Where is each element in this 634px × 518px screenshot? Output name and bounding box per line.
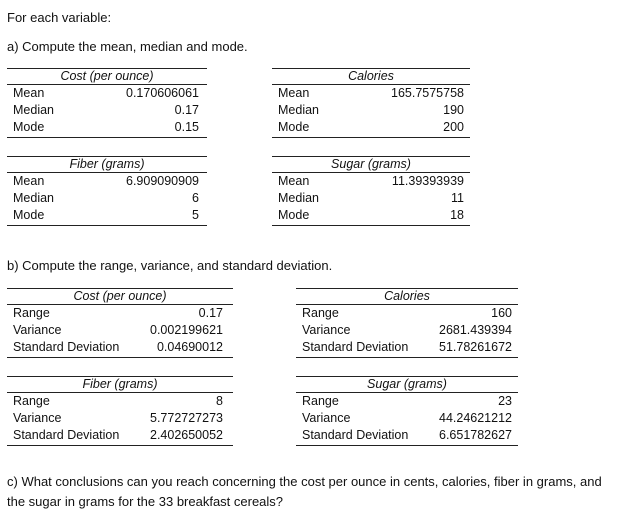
- row-label: Mode: [13, 120, 45, 134]
- row-value: 6.909090909: [126, 174, 199, 188]
- table-b-sugar: [296, 377, 518, 445]
- row-label: Standard Deviation: [13, 428, 120, 442]
- table-title: Cost (per ounce): [7, 69, 207, 85]
- row-label: Variance: [302, 411, 351, 425]
- row-value: 8: [216, 394, 223, 408]
- row-label: Mean: [278, 86, 310, 100]
- row-label: Standard Deviation: [302, 428, 409, 442]
- table-a-cost: [7, 69, 207, 137]
- row-value: 0.17: [174, 103, 199, 117]
- row-label: Mode: [278, 120, 310, 134]
- table-title: Cost (per ounce): [7, 289, 233, 305]
- row-label: Median: [278, 103, 319, 117]
- row-value: 5: [192, 208, 199, 222]
- row-value: 200: [443, 120, 464, 134]
- row-label: Variance: [13, 323, 62, 337]
- row-value: 5.772727273: [150, 411, 223, 425]
- table-b-cost: [7, 289, 233, 357]
- row-value: 11: [451, 191, 464, 205]
- table-title: Sugar (grams): [296, 377, 518, 393]
- row-label: Mean: [13, 86, 45, 100]
- row-label: Range: [13, 394, 50, 408]
- row-value: 11.39393939: [391, 174, 464, 188]
- row-value: 23: [498, 394, 512, 408]
- row-value: 0.17: [198, 306, 223, 320]
- row-value: 6: [192, 191, 199, 205]
- row-label: Mean: [13, 174, 45, 188]
- row-label: Median: [13, 103, 54, 117]
- part-c-line-2: the sugar in grams for the 33 breakfast cereals?: [7, 494, 284, 509]
- row-label: Standard Deviation: [13, 340, 120, 354]
- row-value: 2.402650052: [150, 428, 223, 442]
- row-label: Range: [302, 394, 339, 408]
- part-c-line-1: c) What conclusions can you reach concerning the cost per ounce in cents, calories, fiber in grams, and: [7, 474, 602, 489]
- row-value: 18: [450, 208, 464, 222]
- row-value: 165.7575758: [391, 86, 464, 100]
- table-title: Fiber (grams): [7, 157, 207, 173]
- row-value: 51.78261672: [439, 340, 512, 354]
- row-label: Standard Deviation: [302, 340, 409, 354]
- row-label: Variance: [13, 411, 62, 425]
- part-a-heading: a) Compute the mean, median and mode.: [7, 39, 248, 54]
- row-value: 2681.439394: [439, 323, 512, 337]
- row-value: 44.24621212: [439, 411, 512, 425]
- row-value: 160: [491, 306, 512, 320]
- row-value: 0.15: [174, 120, 199, 134]
- row-label: Mean: [278, 174, 310, 188]
- row-value: 6.651782627: [439, 428, 512, 442]
- table-a-calories: [272, 69, 470, 137]
- row-label: Mode: [278, 208, 310, 222]
- row-value: 0.002199621: [150, 323, 223, 337]
- row-label: Range: [13, 306, 50, 320]
- table-a-sugar: [272, 157, 470, 225]
- row-value: 190: [443, 103, 464, 117]
- table-b-fiber: [7, 377, 233, 445]
- table-title: Sugar (grams): [272, 157, 470, 173]
- row-label: Mode: [13, 208, 45, 222]
- row-value: 0.170606061: [126, 86, 199, 100]
- row-label: Median: [278, 191, 319, 205]
- intro-text: For each variable:: [7, 10, 112, 25]
- row-label: Range: [302, 306, 339, 320]
- row-value: 0.04690012: [156, 340, 223, 354]
- table-b-calories: [296, 289, 518, 357]
- row-label: Variance: [302, 323, 351, 337]
- table-title: Calories: [272, 69, 470, 85]
- table-title: Fiber (grams): [7, 377, 233, 393]
- table-title: Calories: [296, 289, 518, 305]
- row-label: Median: [13, 191, 54, 205]
- part-b-heading: b) Compute the range, variance, and standard deviation.: [7, 258, 333, 273]
- table-a-fiber: [7, 157, 207, 225]
